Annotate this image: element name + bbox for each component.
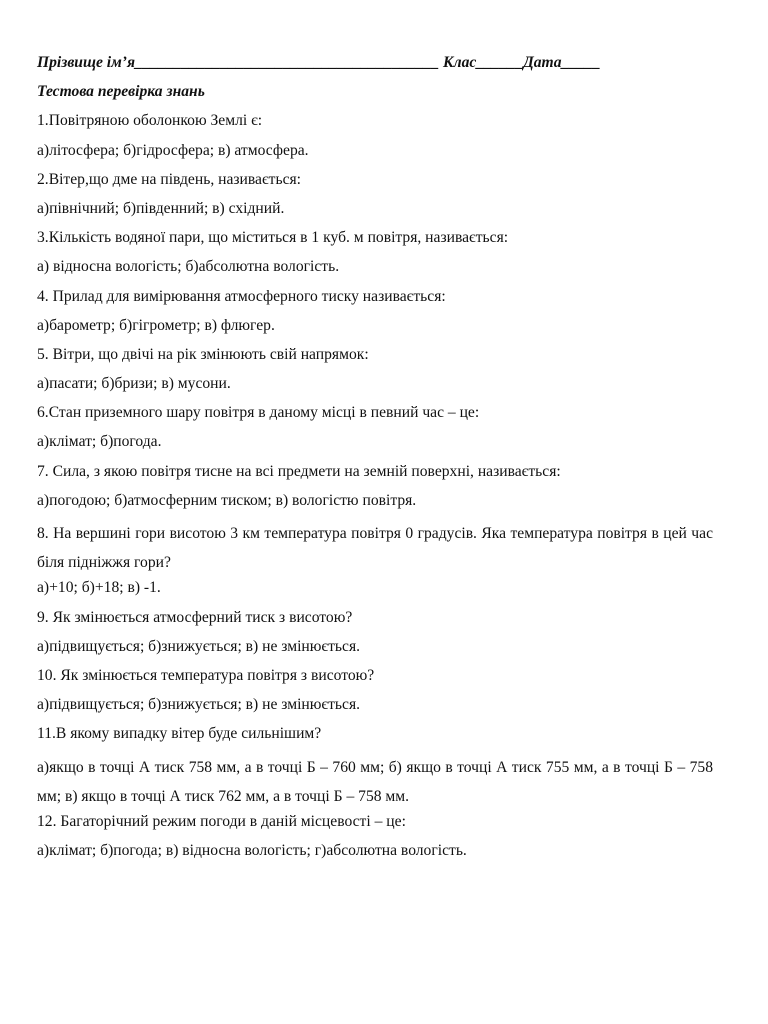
answers-8: а)+10; б)+18; в) -1. xyxy=(37,579,161,597)
student-info-header xyxy=(37,52,713,81)
class-blank: ______ xyxy=(476,54,524,71)
date-label: Дата xyxy=(523,54,562,71)
question-12: 12. Багаторічний режим погоди в даній місцевості – це: xyxy=(37,812,406,830)
answers-5: а)пасати; б)бризи; в) мусони. xyxy=(37,375,231,393)
name-blank: _______________________________________ xyxy=(135,54,440,71)
class-label: Клас xyxy=(443,54,477,71)
answers-11-block xyxy=(37,753,713,811)
question-3: 3.Кількість водяної пари, що міститься в 1 куб. м повітря, називається: xyxy=(37,229,509,247)
answers-10: а)підвищується; б)знижується; в) не змінюється. xyxy=(37,696,361,714)
question-7: 7. Сила, з якою повітря тисне на всі предмети на земній поверхні, називається: xyxy=(37,462,561,480)
answers-1: а)літосфера; б)гідросфера; в) атмосфера. xyxy=(37,141,309,159)
worksheet-page xyxy=(37,52,713,869)
question-4: 4. Прилад для вимірювання атмосферного тиску називається: xyxy=(37,287,446,305)
name-label: Прізвище ім’я xyxy=(37,54,136,71)
question-6: 6.Стан приземного шару повітря в даному місці в певний час – це: xyxy=(37,404,480,422)
question-5: 5. Вітри, що двічі на рік змінюють свій напрямок: xyxy=(37,345,369,363)
question-10: 10. Як змінюється температура повітря з висотою? xyxy=(37,666,375,684)
answers-7: а)погодою; б)атмосферним тиском; в) вологістю повітря. xyxy=(37,491,417,509)
question-8-block xyxy=(37,519,713,577)
question-2: 2.Вітер,що дме на південь, називається: xyxy=(37,170,302,188)
question-1: 1.Повітряною оболонкою Землі є: xyxy=(37,112,263,130)
answers-4: а)барометр; б)гігрометр; в) флюгер. xyxy=(37,316,275,334)
answers-6: а)клімат; б)погода. xyxy=(37,433,162,451)
answers-9: а)підвищується; б)знижується; в) не змінюється. xyxy=(37,637,361,655)
answers-11: а)якщо в точці А тиск 758 мм, а в точці Б – 760 мм; б) якщо в точці А тиск 755 мм, а в точці Б – 758 мм; в) якщо в точці А тиск 762 мм, а в точці Б – 758 мм. xyxy=(37,758,713,805)
answers-12: а)клімат; б)погода; в) відносна вологість; г)абсолютна вологість. xyxy=(37,842,467,860)
question-11: 11.В якому випадку вітер буде сильнішим? xyxy=(37,725,322,743)
date-blank: _____ xyxy=(561,54,601,71)
question-9: 9. Як змінюється атмосферний тиск з висотою? xyxy=(37,608,353,626)
test-title: Тестова перевірка знань xyxy=(37,83,205,101)
answers-2: а)північний; б)південний; в) східний. xyxy=(37,199,285,217)
question-8: 8. На вершині гори висотою 3 км температура повітря 0 градусів. Яка температура повітря в цей час біля підніжжя гори? xyxy=(37,525,713,572)
answers-3: а) відносна вологість; б)абсолютна вологість. xyxy=(37,258,340,276)
